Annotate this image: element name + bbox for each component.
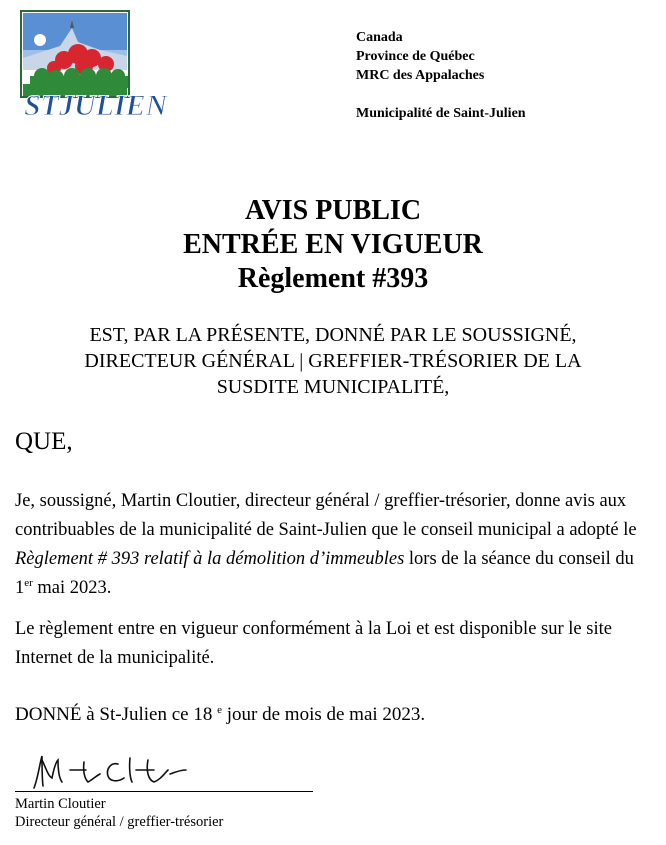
given-text-2: jour de mois de mai 2023. bbox=[222, 704, 426, 725]
municipality-logo bbox=[20, 10, 168, 122]
intro-line-2: DIRECTEUR GÉNÉRAL | GREFFIER-TRÉSORIER DE LA bbox=[84, 350, 582, 372]
svg-text:STJULIEN: STJULIEN bbox=[24, 89, 168, 122]
header-mrc: MRC des Appalaches bbox=[356, 68, 485, 83]
given-statement bbox=[15, 704, 425, 726]
header-municipality: Municipalité de Saint-Julien bbox=[356, 106, 526, 121]
signer-block bbox=[15, 795, 223, 831]
intro-line-3: SUSDITE MUNICIPALITÉ, bbox=[216, 376, 450, 398]
handwritten-signature bbox=[30, 748, 230, 792]
signature-line bbox=[15, 791, 313, 792]
que-heading: QUE, bbox=[15, 428, 73, 455]
header-province: Province de Québec bbox=[356, 49, 475, 64]
paragraph-1-text-3: mai 2023. bbox=[32, 578, 112, 598]
notice-intro bbox=[40, 322, 626, 400]
regulation-title: Règlement # 393 relatif à la démolition d’immeubles bbox=[15, 549, 405, 569]
ordinal-suffix: er bbox=[24, 577, 33, 589]
title-line-3: Règlement #393 bbox=[237, 263, 429, 294]
notice-title bbox=[0, 194, 666, 296]
header-country: Canada bbox=[356, 30, 403, 45]
title-line-2: ENTRÉE EN VIGUEUR bbox=[183, 229, 483, 260]
title-line-1: AVIS PUBLIC bbox=[244, 195, 422, 226]
paragraph-1-text: Je, soussigné, Martin Cloutier, directeur général / greffier-trésorier, donne avis aux contribuables de la municipalité de Saint-Julien que le conseil municipal a adopté le bbox=[15, 491, 637, 540]
given-ordinal: e bbox=[217, 704, 222, 716]
header-address bbox=[356, 28, 526, 123]
given-text-1: DONNÉ à St-Julien ce 18 bbox=[15, 704, 218, 725]
paragraph-1 bbox=[15, 487, 655, 603]
intro-line-1: EST, PAR LA PRÉSENTE, DONNÉ PAR LE SOUSSIGNÉ, bbox=[89, 324, 577, 346]
notice-body bbox=[15, 487, 655, 685]
paragraph-2: Le règlement entre en vigueur conformément à la Loi et est disponible sur le site Internet de la municipalité. bbox=[15, 619, 612, 668]
signer-name: Martin Cloutier bbox=[15, 796, 106, 812]
signer-role: Directeur général / greffier-trésorier bbox=[15, 814, 224, 830]
paragraph-1-text-2: lors de la séance du conseil du 1 bbox=[15, 549, 634, 598]
